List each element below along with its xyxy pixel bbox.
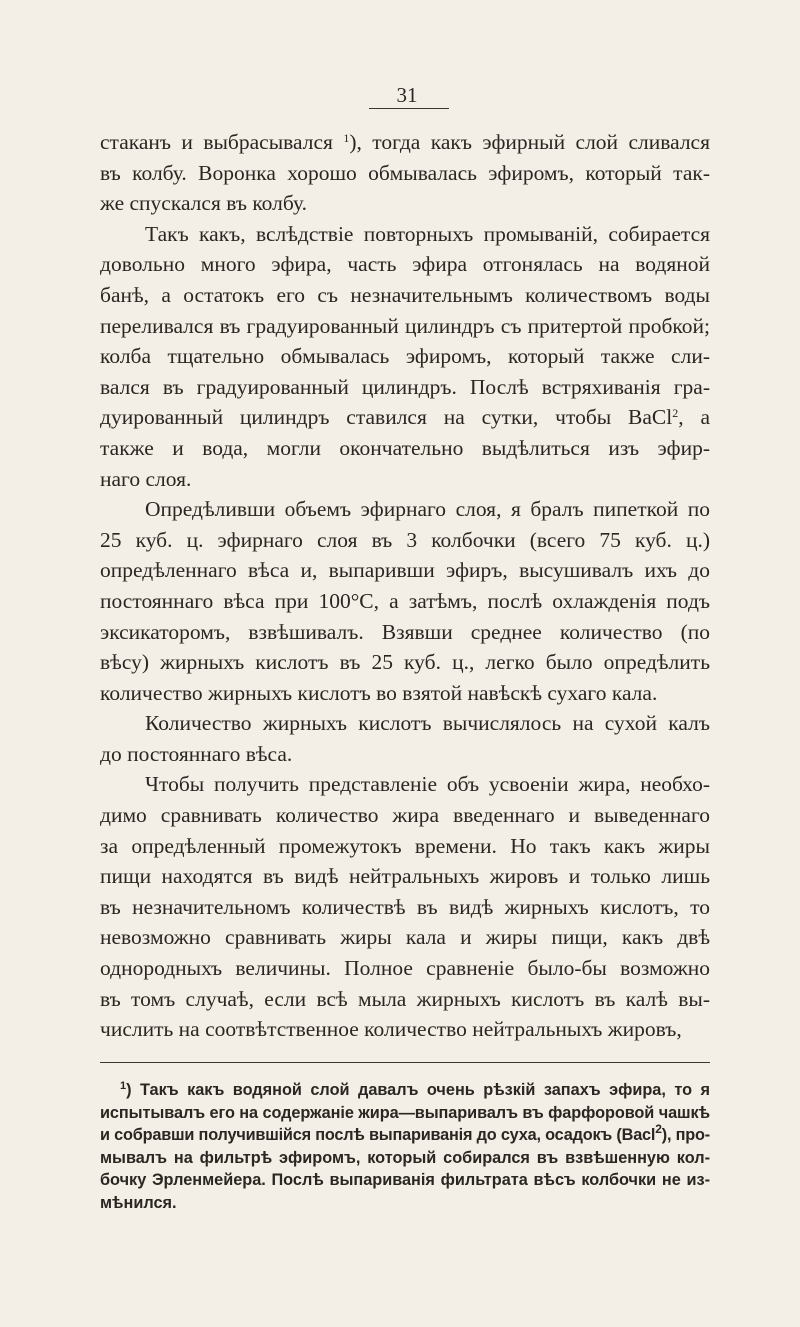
text-line: пищи находятся въ видѣ нейтральныхъ жировъ и только лишь bbox=[100, 864, 710, 889]
text-line: невозможно сравнивать жиры кала и жиры пищи, какъ двѣ bbox=[100, 925, 710, 950]
text-line: переливался въ градуированный цилиндръ съ притертой пробкой; bbox=[100, 313, 710, 338]
text-line: въ незначительномъ количествѣ въ видѣ жирныхъ кислотъ, то bbox=[100, 894, 710, 919]
text-line: количество жирныхъ кислотъ во взятой навѣскѣ сухаго кала. bbox=[100, 680, 658, 705]
footnote-marker: 2 bbox=[672, 406, 679, 421]
text-line: въ томъ случаѣ, если всѣ мыла жирныхъ кислотъ въ калѣ вы- bbox=[100, 986, 710, 1011]
text-line: 25 куб. ц. эфирнаго слоя въ 3 колбочки (всего 75 куб. ц.) bbox=[100, 527, 710, 552]
body-text bbox=[100, 127, 710, 1045]
text-line: Чтобы получить представленіе объ усвоеніи жира, необхо- bbox=[145, 772, 710, 797]
footnote-line: испытывалъ его на содержаніе жира—выпаривалъ въ фарфоровой чашкѣ bbox=[100, 1103, 710, 1122]
text-line: стаканъ и выбрасывался $^1$), тогда какъ эфирный слой сливался bbox=[100, 130, 710, 154]
text-line: же спускался въ колбу. bbox=[100, 191, 307, 216]
footnote-line: и собравши получившійся послѣ выпариванія до суха, осадокъ (Bacl$^2$), про- bbox=[100, 1122, 710, 1145]
text-line: постояннаго вѣса при 100°С, а затѣмъ, послѣ охлажденія подъ bbox=[100, 588, 710, 613]
text-line: опредѣленнаго вѣса и, выпаривши эфиръ, высушивалъ ихъ до bbox=[100, 558, 710, 583]
text-line: довольно много эфира, часть эфира отгонялась на водяной bbox=[100, 252, 710, 277]
footnote-line: мѣнился. bbox=[100, 1193, 177, 1212]
footnote-marker: 1 bbox=[343, 131, 350, 145]
text-line: Такъ какъ, вслѣдствіе повторныхъ промываній, собирается bbox=[145, 221, 710, 246]
text-line: также и вода, могли окончательно выдѣлиться изъ эфир- bbox=[100, 435, 710, 460]
text-line: вался въ градуированный цилиндръ. Послѣ встряхиванія гра- bbox=[100, 374, 710, 399]
text-line: числить на соотвѣтственное количество нейтральныхъ жировъ, bbox=[100, 1017, 682, 1042]
text-line: банѣ, а остатокъ его съ незначительнымъ количествомъ воды bbox=[100, 282, 710, 307]
footnote-line: мывалъ на фильтрѣ эфиромъ, который собирался въ взвѣшенную кол- bbox=[100, 1148, 710, 1167]
text-line: Опредѣливши объемъ эфирнаго слоя, я бралъ пипеткой по bbox=[145, 497, 710, 522]
text-line: эксикаторомъ, взвѣшивалъ. Взявши среднее количество (по bbox=[100, 619, 710, 644]
text-line: однородныхъ величины. Полное сравненіе было-бы возможно bbox=[100, 956, 710, 981]
footnotes bbox=[100, 1079, 710, 1215]
text-line: Количество жирныхъ кислотъ вычислялось на сухой калъ bbox=[145, 711, 710, 736]
footnote-line: бочку Эрленмейера. Послѣ выпариванія фильтрата вѣсъ колбочки не из- bbox=[100, 1171, 710, 1190]
footnote-separator bbox=[100, 1062, 710, 1063]
text-line: наго слоя. bbox=[100, 466, 192, 491]
text-line: за опредѣленный промежутокъ времени. Но такъ какъ жиры bbox=[100, 833, 710, 858]
text-line: колба тщательно обмывалась эфиромъ, который также сли- bbox=[100, 344, 710, 369]
text-line: до постояннаго вѣса. bbox=[100, 741, 293, 766]
footnote-line: $^1$) Такъ какъ водяной слой давалъ очень рѣзкій запахъ эфира, то я bbox=[120, 1080, 710, 1099]
text-line: въ колбу. Воронка хорошо обмывалась эфиромъ, который так- bbox=[100, 160, 710, 185]
text-line: димо сравнивать количество жира введеннаго и выведеннаго bbox=[100, 803, 710, 828]
footnote-marker: 1 bbox=[120, 1080, 127, 1092]
page-number: 31 bbox=[396, 83, 418, 107]
text-line: вѣсу) жирныхъ кислотъ въ 25 куб. ц., легко было опредѣлить bbox=[100, 650, 710, 675]
footnote-marker: 2 bbox=[655, 1122, 662, 1137]
page-number-rule bbox=[369, 108, 449, 109]
text-line: дуированный цилиндръ ставился на сутки, чтобы BaCl$^2$, а bbox=[100, 405, 711, 430]
